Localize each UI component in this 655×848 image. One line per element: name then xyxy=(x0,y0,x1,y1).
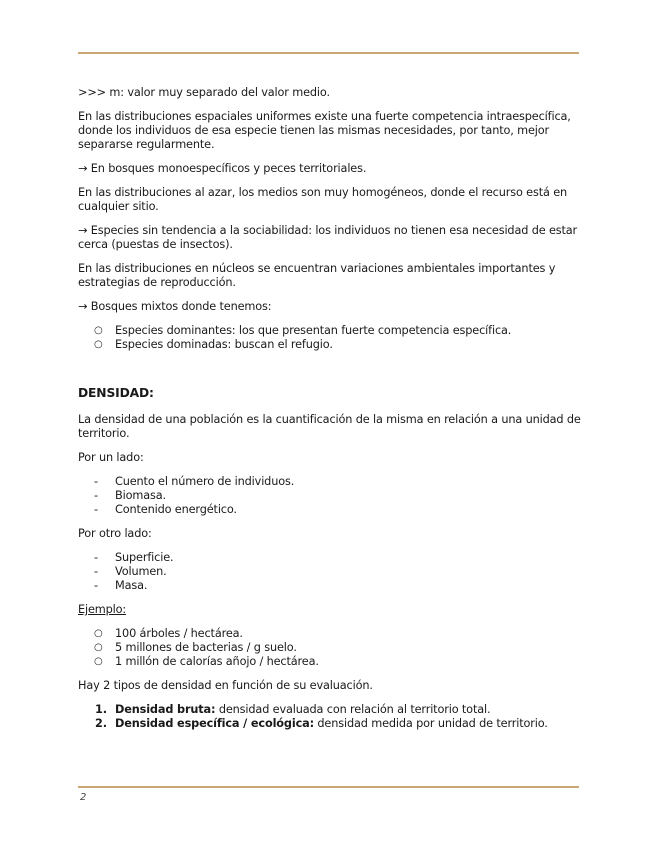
other-side-label: Por otro lado: xyxy=(78,527,152,540)
list-item: ○ 100 árboles / hectárea. xyxy=(94,627,243,640)
paragraph-clumped-example: → Bosques mixtos donde tenemos: xyxy=(78,300,272,313)
list-item: - Superficie. xyxy=(94,551,174,564)
page-content xyxy=(78,86,583,741)
density-heading: DENSIDAD: xyxy=(78,386,154,400)
type-term: Densidad bruta: xyxy=(115,703,216,716)
type-term: Densidad específica / ecológica: xyxy=(115,717,314,730)
circle-bullet-icon: ○ xyxy=(94,628,103,639)
paragraph-uniform-example: → En bosques monoespecíficos y peces territoriales. xyxy=(78,162,367,175)
paragraph-uniform: En las distribuciones espaciales uniformes existe una fuerte competencia intraespecífica, donde los individuos de esa especie tienen las mismas necesidades, por tanto, mejor separarse regularmente. xyxy=(78,110,571,151)
list-number: 2. xyxy=(95,717,107,730)
one-side-label: Por un lado: xyxy=(78,451,144,464)
list-number: 1. xyxy=(95,703,107,716)
circle-bullet-icon: ○ xyxy=(94,656,103,667)
list-item: - Volumen. xyxy=(94,565,167,578)
header-rule xyxy=(78,52,579,54)
paragraph-clumped: En las distribuciones en núcleos se encuentran variaciones ambientales importantes y estrategias de reproducción. xyxy=(78,262,556,289)
page-number: 2 xyxy=(80,792,87,803)
circle-bullet-icon: ○ xyxy=(94,339,103,350)
list-item: ○ 5 millones de bacterias / g suelo. xyxy=(94,641,297,654)
paragraph-random-example: → Especies sin tendencia a la sociabilidad: los individuos no tienen esa necesidad de estar cerca (puestas de insectos). xyxy=(78,224,578,251)
list-item: ○ Especies dominadas: buscan el refugio. xyxy=(94,338,333,351)
example-list xyxy=(78,627,583,669)
dash-bullet-icon: - xyxy=(94,551,98,564)
paragraph-outlier: >>> m: valor muy separado del valor medio. xyxy=(78,86,330,99)
density-types-list xyxy=(78,703,583,731)
other-side-list xyxy=(78,551,583,593)
type-description: densidad medida por unidad de territorio. xyxy=(313,717,548,730)
dash-bullet-icon: - xyxy=(94,475,98,488)
type-description: densidad evaluada con relación al territorio total. xyxy=(215,703,491,716)
dash-bullet-icon: - xyxy=(94,503,98,516)
paragraph-random: En las distribuciones al azar, los medios son muy homogéneos, donde el recurso está en cualquier sitio. xyxy=(78,186,568,213)
dash-bullet-icon: - xyxy=(94,565,98,578)
list-item xyxy=(78,717,583,731)
list-item xyxy=(78,703,583,717)
list-item: - Biomasa. xyxy=(94,489,166,502)
dash-bullet-icon: - xyxy=(94,489,98,502)
list-item: ○ Especies dominantes: los que presentan fuerte competencia específica. xyxy=(94,324,512,337)
footer-rule xyxy=(78,786,579,788)
mixed-forest-list xyxy=(78,324,583,352)
list-item: - Cuento el número de individuos. xyxy=(94,475,295,488)
dash-bullet-icon: - xyxy=(94,579,98,592)
types-intro: Hay 2 tipos de densidad en función de su evaluación. xyxy=(78,679,373,692)
example-label: Ejemplo: xyxy=(78,603,127,616)
list-item: ○ 1 millón de calorías añojo / hectárea. xyxy=(94,655,319,668)
one-side-list xyxy=(78,475,583,517)
circle-bullet-icon: ○ xyxy=(94,642,103,653)
list-item: - Contenido energético. xyxy=(94,503,237,516)
list-item: - Masa. xyxy=(94,579,148,592)
density-definition: La densidad de una población es la cuantificación de la misma en relación a una unidad de territorio. xyxy=(78,413,581,440)
circle-bullet-icon: ○ xyxy=(94,325,103,336)
